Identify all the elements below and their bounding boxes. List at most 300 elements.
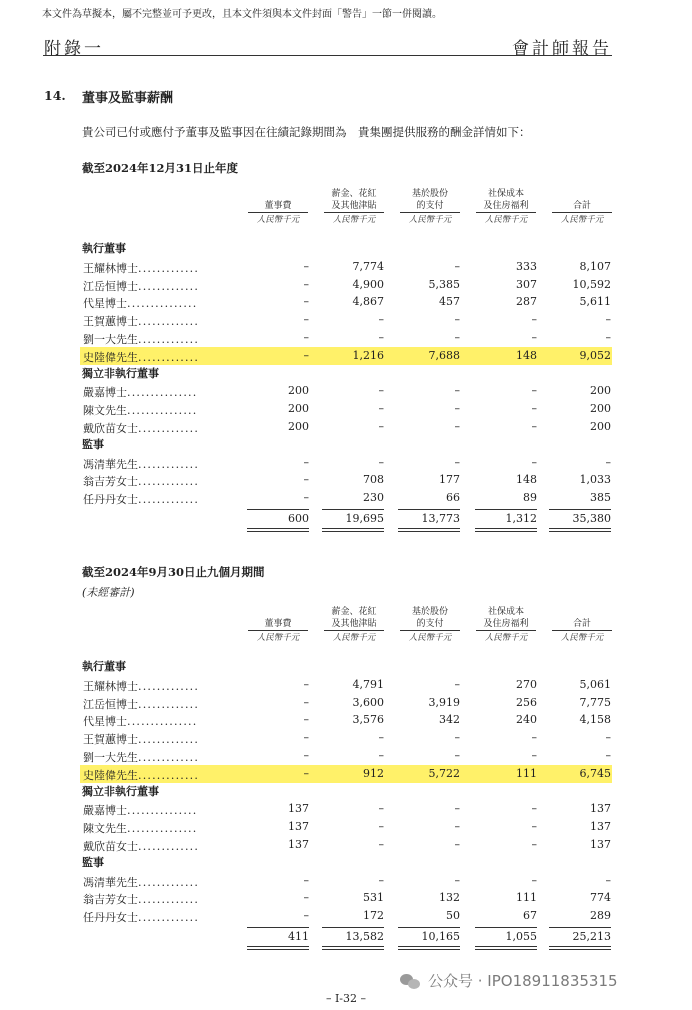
leader-dots: ............. bbox=[138, 493, 200, 507]
value-cell: – bbox=[303, 909, 309, 923]
column-unit: 人民幣千元 bbox=[400, 630, 460, 644]
value-cell: 7,775 bbox=[579, 695, 611, 709]
draft-disclaimer: 本文件為草擬本，屬不完整並可予更改，且本文件須與本文件封面「警告」一節一併閱讀。 bbox=[42, 9, 442, 20]
column-header-line2: 及其他津貼 bbox=[331, 619, 377, 629]
leader-dots: ............... bbox=[127, 297, 198, 311]
value-cell: – bbox=[378, 402, 384, 416]
table-subcaption: (未經審計) bbox=[82, 586, 135, 599]
value-cell: 172 bbox=[363, 909, 384, 923]
director-name-cell bbox=[83, 838, 199, 854]
subtotal-rule bbox=[549, 927, 611, 928]
group-title: 監事 bbox=[82, 437, 104, 451]
subtotal-rule bbox=[398, 927, 460, 928]
value-cell: – bbox=[454, 259, 460, 273]
leader-dots: ............. bbox=[138, 768, 200, 782]
value-cell: – bbox=[303, 695, 309, 709]
table-row bbox=[80, 258, 612, 276]
table-row bbox=[80, 818, 612, 836]
column-header bbox=[248, 606, 308, 644]
value-cell: – bbox=[531, 331, 537, 344]
column-unit: 人民幣千元 bbox=[476, 212, 536, 226]
director-name-cell bbox=[83, 749, 199, 765]
subtotal-rule bbox=[322, 509, 384, 510]
column-header-line1: 基於股份 bbox=[411, 189, 448, 199]
leader-dots: ............... bbox=[127, 804, 198, 818]
table-row bbox=[80, 400, 612, 418]
value-cell: – bbox=[605, 313, 611, 327]
table-row bbox=[80, 836, 612, 854]
table-row bbox=[80, 765, 612, 783]
value-cell: – bbox=[303, 331, 309, 344]
director-name: 劉一大先生 bbox=[83, 751, 138, 764]
value-cell: – bbox=[454, 420, 460, 433]
value-cell: 3,576 bbox=[352, 713, 384, 727]
section-title: 董事及監事薪酬 bbox=[82, 91, 174, 106]
value-cell: – bbox=[378, 420, 384, 433]
group-title: 監事 bbox=[82, 855, 104, 869]
value-cell: – bbox=[303, 891, 309, 905]
column-header bbox=[400, 606, 460, 644]
appendix-label: 附錄一 bbox=[44, 39, 104, 59]
column-header bbox=[552, 188, 612, 226]
group-title: 獨立非執行董事 bbox=[82, 366, 159, 380]
director-name-cell bbox=[83, 456, 199, 472]
value-cell: 4,900 bbox=[352, 277, 384, 291]
value-cell: – bbox=[303, 766, 309, 780]
column-unit: 人民幣千元 bbox=[476, 630, 536, 644]
value-cell: 4,791 bbox=[352, 677, 384, 691]
director-name: 嚴嘉博士 bbox=[83, 804, 127, 818]
column-header-line1: 薪金、花紅 bbox=[331, 189, 377, 199]
value-cell: 4,867 bbox=[352, 295, 384, 309]
column-header-line1 bbox=[248, 606, 308, 618]
leader-dots: ............... bbox=[127, 715, 198, 729]
value-cell: – bbox=[531, 820, 537, 834]
column-header-line2: 的支付 bbox=[416, 201, 444, 211]
leader-dots: ............. bbox=[138, 875, 200, 889]
value-cell: 137 bbox=[288, 802, 309, 816]
table-row bbox=[80, 489, 612, 507]
leader-dots: ............. bbox=[138, 697, 200, 711]
director-name: 任丹丹女士 bbox=[83, 911, 138, 925]
column-header bbox=[324, 188, 384, 226]
director-name: 任丹丹女士 bbox=[83, 493, 138, 507]
value-cell: 111 bbox=[516, 766, 537, 780]
leader-dots: ............. bbox=[138, 261, 200, 275]
value-cell: 148 bbox=[516, 348, 537, 362]
director-name-cell bbox=[83, 874, 199, 890]
column-header bbox=[324, 606, 384, 644]
column-header-line2: 及住房福利 bbox=[483, 201, 529, 211]
value-cell: – bbox=[378, 731, 384, 745]
director-name-cell bbox=[83, 295, 197, 311]
leader-dots: ............. bbox=[138, 679, 200, 693]
column-header-line1: 社保成本 bbox=[487, 189, 524, 199]
value-cell: – bbox=[454, 749, 460, 762]
column-header bbox=[552, 606, 612, 644]
value-cell: 240 bbox=[516, 713, 537, 727]
column-unit: 人民幣千元 bbox=[552, 630, 612, 644]
value-cell: – bbox=[378, 838, 384, 851]
director-name: 王賀蕙博士 bbox=[83, 315, 138, 329]
total-double-rule bbox=[475, 946, 537, 950]
table-row bbox=[80, 889, 612, 907]
watermark-text: 公众号 · IPO18911835315 bbox=[428, 972, 618, 990]
table-row bbox=[80, 311, 612, 329]
director-name: 戴欣苗女士 bbox=[83, 840, 138, 853]
director-name: 江岳恒博士 bbox=[83, 697, 138, 711]
value-cell: 307 bbox=[516, 277, 537, 291]
value-cell: – bbox=[531, 313, 537, 327]
value-cell: – bbox=[531, 802, 537, 816]
subtotal-rule bbox=[247, 509, 309, 510]
column-header-line2: 及住房福利 bbox=[483, 619, 529, 629]
leader-dots: ............. bbox=[138, 422, 200, 435]
total-value: 1,055 bbox=[505, 930, 537, 943]
value-cell: – bbox=[303, 873, 309, 887]
value-cell: – bbox=[454, 677, 460, 691]
value-cell: – bbox=[303, 313, 309, 327]
value-cell: – bbox=[531, 384, 537, 398]
subtotal-rule bbox=[247, 927, 309, 928]
director-name-cell bbox=[83, 802, 197, 818]
leader-dots: ............. bbox=[138, 733, 200, 747]
table-caption: 截至2024年9月30日止九個月期間 bbox=[82, 565, 265, 579]
director-name: 代星博士 bbox=[83, 715, 127, 729]
table-row bbox=[80, 347, 612, 365]
value-cell: 9,052 bbox=[579, 348, 611, 362]
value-cell: – bbox=[303, 473, 309, 487]
column-header bbox=[248, 188, 308, 226]
value-cell: 50 bbox=[446, 909, 460, 923]
value-cell: – bbox=[378, 455, 384, 469]
total-value: 411 bbox=[288, 930, 309, 943]
leader-dots: ............. bbox=[138, 279, 200, 293]
director-name: 王賀蕙博士 bbox=[83, 733, 138, 747]
value-cell: 270 bbox=[516, 677, 537, 691]
director-name-cell bbox=[83, 678, 199, 694]
value-cell: – bbox=[378, 313, 384, 327]
total-double-rule bbox=[247, 946, 309, 950]
value-cell: – bbox=[454, 873, 460, 887]
column-header bbox=[476, 188, 536, 226]
value-cell: – bbox=[303, 277, 309, 291]
watermark bbox=[400, 970, 618, 991]
group-title: 執行董事 bbox=[82, 660, 126, 673]
director-name-cell bbox=[83, 491, 199, 507]
column-header-line1 bbox=[248, 188, 308, 200]
value-cell: 333 bbox=[516, 259, 537, 273]
value-cell: 256 bbox=[516, 695, 537, 709]
table-row bbox=[80, 418, 612, 436]
value-cell: – bbox=[303, 713, 309, 727]
director-name-cell bbox=[83, 384, 197, 400]
table-row bbox=[80, 694, 612, 712]
table-row bbox=[80, 471, 612, 489]
director-name: 江岳恒博士 bbox=[83, 279, 138, 293]
total-double-rule bbox=[549, 946, 611, 950]
value-cell: 137 bbox=[590, 820, 611, 834]
value-cell: 8,107 bbox=[579, 259, 611, 273]
column-header-line1 bbox=[552, 188, 612, 200]
value-cell: – bbox=[303, 677, 309, 691]
column-header-line1: 薪金、花紅 bbox=[331, 607, 377, 617]
column-header bbox=[400, 188, 460, 226]
total-value: 13,582 bbox=[345, 930, 384, 943]
value-cell: 1,216 bbox=[352, 348, 384, 362]
value-cell: 457 bbox=[439, 295, 460, 309]
value-cell: 177 bbox=[439, 473, 460, 487]
value-cell: – bbox=[303, 749, 309, 762]
value-cell: 200 bbox=[288, 384, 309, 398]
director-name-cell bbox=[83, 313, 199, 329]
leader-dots: ............... bbox=[127, 404, 198, 418]
value-cell: – bbox=[454, 402, 460, 416]
value-cell: – bbox=[454, 802, 460, 816]
director-name: 史陸偉先生 bbox=[83, 350, 138, 364]
value-cell: – bbox=[454, 313, 460, 327]
value-cell: 342 bbox=[439, 713, 460, 727]
director-name-cell bbox=[83, 402, 197, 418]
total-value: 1,312 bbox=[505, 512, 537, 525]
column-header bbox=[476, 606, 536, 644]
total-double-rule bbox=[549, 528, 611, 532]
column-header-line1 bbox=[552, 606, 612, 618]
table-row bbox=[80, 711, 612, 729]
total-value: 10,165 bbox=[421, 930, 460, 943]
subtotal-rule bbox=[549, 509, 611, 510]
subtotal-rule bbox=[398, 509, 460, 510]
total-double-rule bbox=[475, 528, 537, 532]
leader-dots: ............. bbox=[138, 911, 200, 925]
value-cell: – bbox=[303, 491, 309, 505]
total-double-rule bbox=[322, 528, 384, 532]
value-cell: – bbox=[531, 731, 537, 745]
director-name-cell bbox=[83, 278, 199, 294]
table-row bbox=[80, 276, 612, 294]
value-cell: 5,722 bbox=[428, 766, 460, 780]
column-header-line2: 及其他津貼 bbox=[331, 201, 377, 211]
column-unit: 人民幣千元 bbox=[324, 630, 384, 644]
report-title: 會計師報告 bbox=[512, 39, 612, 59]
section-intro: 貴公司已付或應付予董事及監事因在往績記錄期間為 貴集團提供服務的酬金詳情如下： bbox=[82, 125, 531, 139]
value-cell: – bbox=[378, 820, 384, 834]
column-unit: 人民幣千元 bbox=[248, 212, 308, 226]
table-row bbox=[80, 729, 612, 747]
director-name-cell bbox=[83, 696, 199, 712]
value-cell: – bbox=[378, 384, 384, 398]
column-unit: 人民幣千元 bbox=[248, 630, 308, 644]
leader-dots: ............. bbox=[138, 475, 200, 489]
director-name-cell bbox=[83, 331, 199, 347]
value-cell: 200 bbox=[590, 402, 611, 416]
value-cell: 137 bbox=[288, 820, 309, 834]
leader-dots: ............. bbox=[138, 457, 200, 471]
table-row bbox=[80, 676, 612, 694]
total-value: 35,380 bbox=[572, 512, 611, 525]
value-cell: 137 bbox=[288, 838, 309, 851]
header-divider bbox=[43, 55, 612, 56]
value-cell: – bbox=[303, 731, 309, 745]
section-number: 14. bbox=[44, 88, 66, 103]
value-cell: – bbox=[531, 749, 537, 762]
value-cell: 7,688 bbox=[428, 348, 460, 362]
director-name: 嚴嘉博士 bbox=[83, 386, 127, 400]
director-name: 戴欣苗女士 bbox=[83, 422, 138, 435]
value-cell: 137 bbox=[590, 802, 611, 816]
value-cell: – bbox=[605, 331, 611, 344]
value-cell: 111 bbox=[516, 891, 537, 905]
leader-dots: ............... bbox=[127, 822, 198, 836]
table-row bbox=[80, 329, 612, 347]
value-cell: – bbox=[303, 259, 309, 273]
value-cell: – bbox=[531, 873, 537, 887]
director-name: 馮清華先生 bbox=[83, 457, 138, 471]
leader-dots: ............. bbox=[138, 751, 200, 764]
value-cell: 230 bbox=[363, 491, 384, 505]
table-row bbox=[80, 747, 612, 765]
director-name-cell bbox=[83, 891, 199, 907]
director-name: 陳文先生 bbox=[83, 822, 127, 836]
value-cell: – bbox=[303, 455, 309, 469]
total-double-rule bbox=[398, 946, 460, 950]
director-name-cell bbox=[83, 731, 199, 747]
value-cell: 200 bbox=[590, 384, 611, 398]
value-cell: – bbox=[531, 838, 537, 851]
value-cell: – bbox=[454, 731, 460, 745]
value-cell: 912 bbox=[363, 766, 384, 780]
value-cell: 200 bbox=[288, 420, 309, 433]
director-name: 馮清華先生 bbox=[83, 875, 138, 889]
wechat-icon bbox=[400, 972, 422, 990]
column-header-line2: 的支付 bbox=[416, 619, 444, 629]
table-row bbox=[80, 382, 612, 400]
value-cell: – bbox=[303, 348, 309, 362]
table-row bbox=[80, 872, 612, 890]
director-name: 史陸偉先生 bbox=[83, 768, 138, 782]
director-name: 翁吉芳女士 bbox=[83, 893, 138, 907]
subtotal-rule bbox=[475, 509, 537, 510]
value-cell: 132 bbox=[439, 891, 460, 905]
value-cell: 7,774 bbox=[352, 259, 384, 273]
value-cell: – bbox=[605, 749, 611, 762]
director-name: 翁吉芳女士 bbox=[83, 475, 138, 489]
value-cell: – bbox=[378, 331, 384, 344]
value-cell: – bbox=[531, 402, 537, 416]
group-title: 獨立非執行董事 bbox=[82, 784, 159, 798]
value-cell: – bbox=[454, 455, 460, 469]
total-double-rule bbox=[398, 528, 460, 532]
value-cell: – bbox=[605, 873, 611, 887]
table-row bbox=[80, 800, 612, 818]
total-double-rule bbox=[247, 528, 309, 532]
column-header-line2: 董事費 bbox=[264, 201, 292, 211]
leader-dots: ............. bbox=[138, 333, 200, 346]
column-unit: 人民幣千元 bbox=[400, 212, 460, 226]
director-name-cell bbox=[83, 260, 199, 276]
value-cell: – bbox=[454, 838, 460, 851]
value-cell: 200 bbox=[288, 402, 309, 416]
director-name-cell bbox=[83, 767, 199, 783]
column-unit: 人民幣千元 bbox=[324, 212, 384, 226]
value-cell: 385 bbox=[590, 491, 611, 505]
table-caption: 截至2024年12月31日止年度 bbox=[82, 161, 239, 175]
leader-dots: ............. bbox=[138, 893, 200, 907]
value-cell: – bbox=[454, 820, 460, 834]
director-name-cell bbox=[83, 713, 197, 729]
column-header-line1: 社保成本 bbox=[487, 607, 524, 617]
column-header-line2: 合計 bbox=[572, 619, 591, 629]
director-name-cell bbox=[83, 820, 197, 836]
column-unit: 人民幣千元 bbox=[552, 212, 612, 226]
director-name-cell bbox=[83, 420, 199, 436]
value-cell: 200 bbox=[590, 420, 611, 433]
value-cell: 89 bbox=[523, 491, 537, 505]
value-cell: 148 bbox=[516, 473, 537, 487]
total-value: 25,213 bbox=[572, 930, 611, 943]
value-cell: – bbox=[531, 455, 537, 469]
value-cell: – bbox=[378, 749, 384, 762]
director-name-cell bbox=[83, 349, 199, 365]
value-cell: – bbox=[605, 731, 611, 745]
page-number: – I-32 – bbox=[325, 992, 367, 1005]
leader-dots: ............. bbox=[138, 315, 200, 329]
total-value: 13,773 bbox=[421, 512, 460, 525]
table-row bbox=[80, 293, 612, 311]
column-header-line2: 合計 bbox=[572, 201, 591, 211]
total-value: 600 bbox=[288, 512, 309, 525]
director-name: 王耀林博士 bbox=[83, 261, 138, 275]
column-header-line2: 董事費 bbox=[264, 619, 292, 629]
value-cell: 67 bbox=[523, 909, 537, 923]
value-cell: 137 bbox=[590, 838, 611, 851]
value-cell: – bbox=[378, 873, 384, 887]
value-cell: 5,385 bbox=[428, 277, 460, 291]
director-name: 代星博士 bbox=[83, 297, 127, 311]
value-cell: 708 bbox=[363, 473, 384, 487]
value-cell: 66 bbox=[446, 491, 460, 505]
leader-dots: ............... bbox=[127, 386, 198, 400]
table-row bbox=[80, 454, 612, 472]
value-cell: – bbox=[531, 420, 537, 433]
value-cell: 10,592 bbox=[572, 277, 611, 291]
director-name-cell bbox=[83, 473, 199, 489]
director-name: 陳文先生 bbox=[83, 404, 127, 418]
subtotal-rule bbox=[475, 927, 537, 928]
value-cell: 1,033 bbox=[579, 473, 611, 487]
value-cell: 3,600 bbox=[352, 695, 384, 709]
group-title: 執行董事 bbox=[82, 242, 126, 255]
value-cell: 287 bbox=[516, 295, 537, 309]
value-cell: 531 bbox=[363, 891, 384, 905]
leader-dots: ............. bbox=[138, 350, 200, 364]
director-name-cell bbox=[83, 909, 199, 925]
column-header-line1: 基於股份 bbox=[411, 607, 448, 617]
value-cell: 4,158 bbox=[579, 713, 611, 727]
value-cell: 289 bbox=[590, 909, 611, 923]
value-cell: – bbox=[454, 384, 460, 398]
total-value: 19,695 bbox=[345, 512, 384, 525]
value-cell: 6,745 bbox=[579, 766, 611, 780]
total-double-rule bbox=[322, 946, 384, 950]
value-cell: – bbox=[303, 295, 309, 309]
leader-dots: ............. bbox=[138, 840, 200, 853]
value-cell: 3,919 bbox=[428, 695, 460, 709]
director-name: 劉一大先生 bbox=[83, 333, 138, 346]
value-cell: – bbox=[605, 455, 611, 469]
value-cell: 5,061 bbox=[579, 677, 611, 691]
value-cell: 774 bbox=[590, 891, 611, 905]
